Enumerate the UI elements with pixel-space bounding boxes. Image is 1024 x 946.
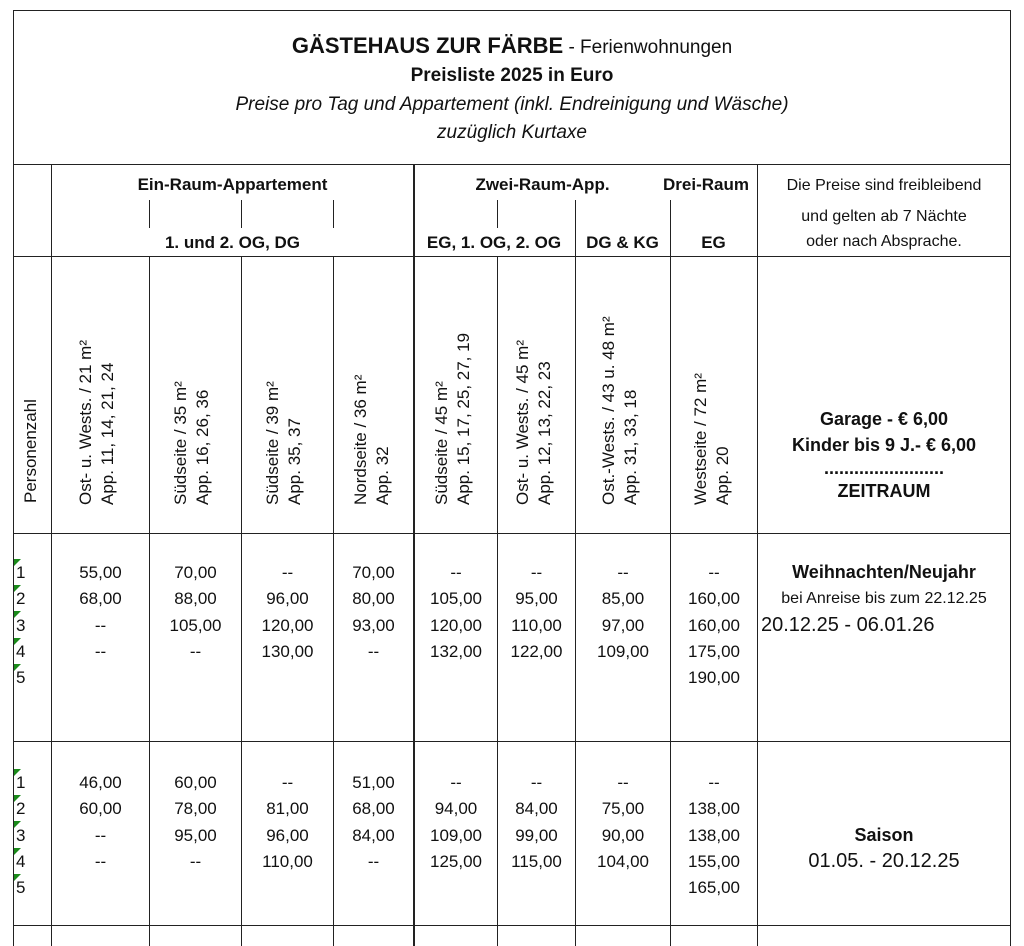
- price-cell: 165,00: [688, 878, 740, 898]
- price-cell: --: [94, 825, 107, 845]
- note-line-3: oder nach Absprache.: [806, 233, 962, 250]
- period-1-name: Weihnachten/Neujahr: [792, 562, 976, 582]
- col-header-4-line1: Nordseite / 36 m²: [351, 374, 370, 505]
- price-cell: 78,00: [174, 799, 217, 819]
- extras-kinder: Kinder bis 9 J.- € 6,00: [791, 435, 977, 455]
- extras-cell: [758, 406, 1010, 504]
- period-1-col-4: [334, 560, 413, 665]
- price-cell: --: [281, 563, 294, 582]
- rule-columns: [13, 533, 1011, 534]
- person-count: 4: [16, 851, 26, 871]
- price-cell: --: [94, 851, 107, 871]
- group-drei-floor: EG: [701, 233, 726, 252]
- period-2-col-3: [242, 770, 333, 875]
- price-cell: 96,00: [266, 589, 309, 609]
- price-cell: 70,00: [174, 563, 217, 582]
- period-2-col-8: [671, 770, 757, 901]
- price-cell: --: [450, 773, 462, 792]
- col-header-7: [598, 316, 642, 505]
- extras-dots: ........................: [823, 458, 945, 478]
- col-header-1-line2: App. 11, 14, 21, 24: [98, 362, 117, 505]
- col-header-8-line2: App. 20: [713, 446, 732, 505]
- group-ein-raum-floor: 1. und 2. OG, DG: [164, 233, 301, 252]
- group-drei-raum: [663, 175, 757, 195]
- price-cell: 115,00: [511, 851, 562, 871]
- person-count: 3: [16, 615, 26, 635]
- price-cell: 99,00: [515, 825, 558, 845]
- price-cell: 138,00: [688, 825, 740, 845]
- period-2-dates: 01.05. - 20.12.25: [808, 850, 960, 872]
- col-header-8-line1: Westseite / 72 m²: [691, 373, 710, 505]
- period-1-col-2: [150, 560, 241, 665]
- price-cell: 125,00: [430, 851, 482, 871]
- col-header-2-line2: App. 16, 26, 36: [193, 389, 212, 505]
- price-cell: 110,00: [262, 851, 313, 871]
- price-cell: 96,00: [266, 825, 309, 845]
- note-freibleibend: [758, 172, 1010, 256]
- col-header-8: [690, 373, 734, 505]
- person-count: 2: [16, 589, 26, 609]
- price-cell: --: [450, 563, 462, 582]
- col-header-2: [170, 381, 214, 505]
- header-line4: zuzüglich Kurtaxe: [437, 122, 587, 143]
- price-cell: 60,00: [174, 773, 217, 792]
- col-header-4: [350, 375, 394, 505]
- period-2-name: Saison: [854, 825, 914, 845]
- person-count: 5: [16, 668, 26, 688]
- price-cell: 60,00: [79, 799, 122, 819]
- price-cell: 97,00: [601, 615, 645, 635]
- col-header-7-line1: Ost.-Wests. / 43 u. 48 m²: [599, 316, 618, 505]
- period-1-col-3: [242, 560, 333, 665]
- price-cell: --: [94, 615, 107, 635]
- rule-period-2: [13, 925, 1011, 926]
- note-line-2: und gelten ab 7 Nächte: [801, 208, 967, 225]
- price-cell: 90,00: [601, 825, 645, 845]
- price-cell: 155,00: [688, 851, 740, 871]
- extras-garage: Garage - € 6,00: [819, 409, 949, 429]
- col-header-3-line1: Südseite / 39 m²: [263, 381, 282, 505]
- period-1-note: bei Anreise bis zum 22.12.25: [781, 590, 987, 607]
- period-2-col-1: [52, 770, 149, 875]
- price-cell: 51,00: [352, 773, 395, 792]
- persons-label: Personenzahl: [21, 399, 40, 503]
- price-cell: 109,00: [597, 641, 649, 661]
- price-cell: 120,00: [430, 615, 482, 635]
- price-cell: 132,00: [430, 641, 482, 661]
- tick-2: [241, 200, 242, 228]
- group-zwei-raum: Zwei-Raum-App.: [475, 175, 610, 194]
- price-cell: --: [367, 851, 380, 871]
- price-cell: 93,00: [352, 615, 395, 635]
- price-cell: 81,00: [266, 799, 309, 819]
- tick-3: [333, 200, 334, 228]
- price-cell: 95,00: [174, 825, 217, 845]
- person-count: 2: [16, 799, 26, 819]
- col-header-5-line1: Südseite / 45 m²: [432, 381, 451, 505]
- price-cell: 138,00: [688, 799, 740, 819]
- price-cell: --: [94, 641, 107, 661]
- period-2-col-5: [415, 770, 497, 875]
- page-title: [14, 33, 1010, 59]
- price-cell: 122,00: [510, 641, 563, 661]
- border-left: [13, 10, 14, 946]
- col-header-3-line2: App. 35, 37: [285, 418, 304, 505]
- price-cell: 55,00: [79, 563, 122, 582]
- col-header-1-line1: Ost- u. Wests. / 21 m²: [76, 340, 95, 505]
- price-cell: 109,00: [430, 825, 482, 845]
- rule-groups: [13, 256, 1011, 257]
- border-right: [1010, 10, 1011, 946]
- person-count: 4: [16, 641, 26, 661]
- price-cell: 68,00: [79, 589, 122, 609]
- person-count: 5: [16, 878, 26, 898]
- price-cell: 160,00: [688, 615, 740, 635]
- price-cell: 46,00: [79, 773, 122, 792]
- period-1-persons: [16, 560, 25, 691]
- price-cell: 75,00: [601, 799, 645, 819]
- subtitle: Preisliste 2025 in Euro: [410, 65, 614, 86]
- rule-period-1: [13, 741, 1011, 742]
- col-header-3: [262, 381, 306, 505]
- price-cell: 94,00: [434, 799, 478, 819]
- price-cell: --: [530, 773, 543, 792]
- extras-zeitraum: ZEITRAUM: [837, 481, 931, 501]
- person-count: 1: [16, 563, 26, 582]
- price-cell: --: [189, 641, 202, 661]
- header-line3: Preise pro Tag und Appartement (inkl. Endreinigung und Wäsche): [235, 94, 789, 115]
- price-cell: 85,00: [601, 589, 645, 609]
- price-cell: 68,00: [352, 799, 395, 819]
- period-2-col-7: [576, 770, 670, 875]
- price-cell: 120,00: [261, 615, 314, 635]
- price-cell: --: [530, 563, 543, 582]
- price-cell: 104,00: [597, 851, 649, 871]
- price-cell: --: [367, 641, 380, 661]
- period-1-col-8: [671, 560, 757, 691]
- price-cell: 130,00: [261, 641, 314, 661]
- price-cell: 80,00: [352, 589, 395, 609]
- price-cell: 70,00: [352, 563, 395, 582]
- price-cell: --: [617, 563, 629, 582]
- period-1-col-6: [498, 560, 575, 665]
- note-line-1: Die Preise sind freibleibend: [786, 177, 982, 194]
- price-cell: --: [617, 773, 629, 792]
- price-cell: 95,00: [515, 589, 558, 609]
- period-2-col-6: [498, 770, 575, 875]
- rule-header: [13, 164, 1011, 165]
- group-zwei-floor-a: EG, 1. OG, 2. OG: [426, 233, 562, 252]
- price-cell: 160,00: [688, 589, 740, 609]
- price-cell: 110,00: [511, 615, 562, 635]
- person-count: 1: [16, 773, 26, 792]
- col-header-1: [75, 340, 119, 505]
- person-count: 3: [16, 825, 26, 845]
- price-cell: 105,00: [430, 589, 482, 609]
- price-cell: 190,00: [688, 668, 740, 688]
- col-header-5: [431, 333, 475, 505]
- group-zwei-floor-b: DG & KG: [586, 233, 659, 252]
- col-header-6-line1: Ost- u. Wests. / 45 m²: [513, 340, 532, 505]
- period-2-col-4: [334, 770, 413, 875]
- price-cell: --: [189, 851, 202, 871]
- period-1-col-5: [415, 560, 497, 665]
- col-header-7-line2: App. 31, 33, 18: [621, 389, 640, 505]
- price-cell: 84,00: [515, 799, 558, 819]
- col-header-6: [512, 340, 556, 505]
- col-header-6-line2: App. 12, 13, 22, 23: [535, 361, 554, 505]
- tick-4: [497, 200, 498, 228]
- price-cell: 175,00: [688, 641, 740, 661]
- period-1-col-7: [576, 560, 670, 665]
- col-header-2-line1: Südseite / 35 m²: [171, 381, 190, 505]
- price-cell: 105,00: [169, 615, 222, 635]
- col-header-4-line2: App. 32: [373, 446, 392, 505]
- group-ein-raum: Ein-Raum-Appartement: [137, 175, 328, 194]
- period-2-persons: [16, 770, 25, 901]
- price-cell: 84,00: [352, 825, 395, 845]
- period-2-col-2: [150, 770, 241, 875]
- price-cell: --: [708, 773, 720, 792]
- group-drei-raum-label: Drei-Raum: [663, 175, 749, 194]
- border-top: [13, 10, 1011, 11]
- period-1-col-1: [52, 560, 149, 665]
- col-header-5-line2: App. 15, 17, 25, 27, 19: [454, 332, 473, 505]
- title-suffix: - Ferienwohnungen: [563, 37, 733, 58]
- price-cell: --: [708, 563, 720, 582]
- period-1-dates: 20.12.25 - 06.01.26: [761, 614, 935, 636]
- price-cell: 88,00: [174, 589, 217, 609]
- title-main: GÄSTEHAUS ZUR FÄRBE: [291, 33, 564, 58]
- tick-1: [149, 200, 150, 228]
- price-cell: --: [281, 773, 294, 792]
